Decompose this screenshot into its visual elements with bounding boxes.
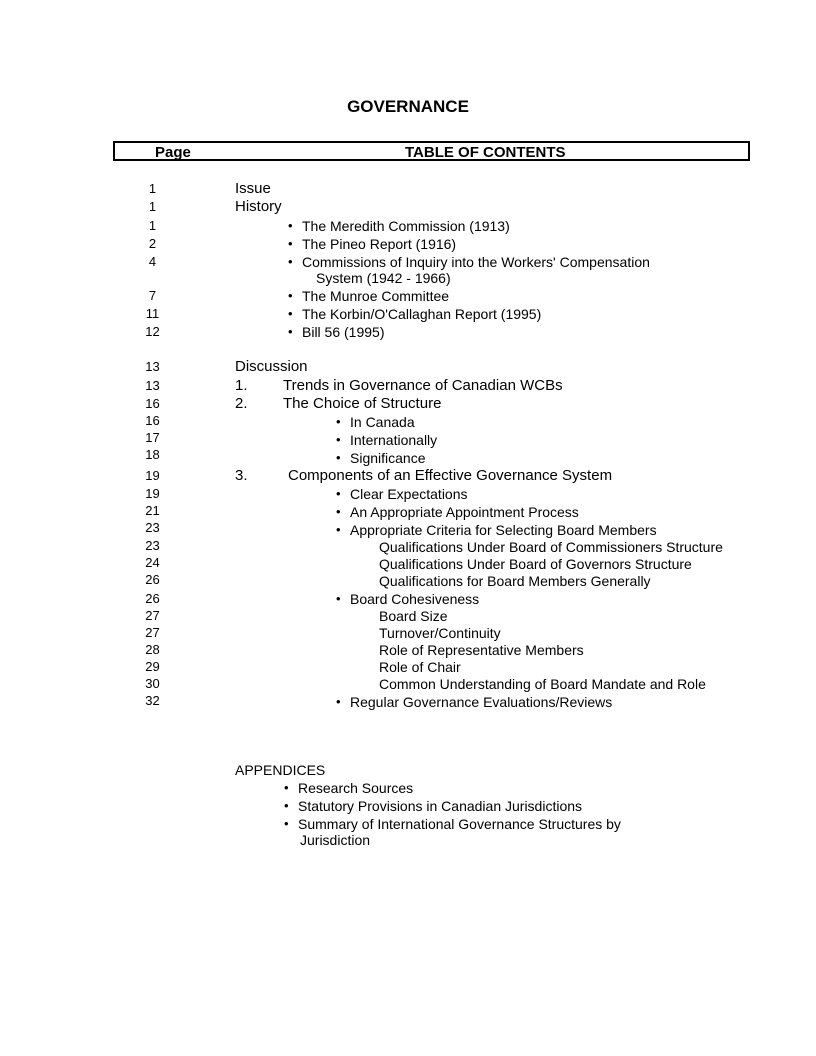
bullet-icon: • (288, 288, 293, 303)
appendices-heading: APPENDICES (235, 762, 326, 778)
page-number: 30 (145, 676, 160, 691)
page-number: 28 (145, 642, 160, 657)
toc-subentry: Significance (350, 450, 426, 466)
bullet-icon: • (336, 432, 341, 447)
page-number: 17 (145, 430, 160, 445)
toc-subentry: Clear Expectations (350, 486, 468, 502)
toc-entry-number: 2. (235, 395, 248, 412)
bullet-icon: • (336, 522, 341, 537)
bullet-icon: • (336, 591, 341, 606)
toc-subsubentry: Qualifications Under Board of Commissioners Structure (379, 539, 723, 555)
toc-subsubentry: Qualifications for Board Members Generally (379, 573, 651, 589)
toc-column-header: TABLE OF CONTENTS (405, 144, 566, 161)
page-number: 11 (145, 306, 160, 321)
toc-subentry: The Korbin/O'Callaghan Report (1995) (302, 306, 542, 322)
page-column-header: Page (155, 144, 191, 161)
page-number: 19 (145, 486, 160, 501)
page-number: 7 (148, 288, 157, 303)
toc-subsubentry: Turnover/Continuity (379, 625, 501, 641)
page-number: 16 (145, 396, 160, 411)
toc-entry: Trends in Governance of Canadian WCBs (283, 377, 563, 394)
toc-subentry: Board Cohesiveness (350, 591, 480, 607)
page-title: GOVERNANCE (347, 97, 469, 116)
page-number: 1 (148, 199, 157, 214)
page-number: 27 (145, 625, 160, 640)
toc-subentry: An Appropriate Appointment Process (350, 504, 579, 520)
toc-subentry: Appropriate Criteria for Selecting Board Members (350, 522, 657, 538)
toc-entry-number: 3. (235, 467, 248, 484)
page-number: 2 (148, 236, 157, 251)
appendix-item: Statutory Provisions in Canadian Jurisdictions (298, 798, 583, 814)
page-number: 1 (148, 218, 157, 233)
toc-header (113, 141, 750, 161)
bullet-icon: • (288, 236, 293, 251)
bullet-icon: • (288, 218, 293, 233)
toc-subentry: Internationally (350, 432, 438, 448)
toc-subsubentry: Common Understanding of Board Mandate and Role (379, 676, 706, 692)
bullet-icon: • (284, 798, 289, 813)
toc-subentry: In Canada (350, 414, 415, 430)
page-number: 23 (145, 538, 160, 553)
bullet-icon: • (288, 254, 293, 269)
page-number: 1 (148, 181, 157, 196)
page-number: 32 (145, 693, 160, 708)
toc-entry-history: History (235, 198, 282, 215)
bullet-icon: • (288, 324, 293, 339)
toc-entry-issue: Issue (235, 180, 271, 197)
bullet-icon: • (336, 504, 341, 519)
bullet-icon: • (284, 780, 289, 795)
page-number: 21 (145, 503, 160, 518)
toc-subentry: The Pineo Report (1916) (302, 236, 457, 252)
toc-subentry: Bill 56 (1995) (302, 324, 385, 340)
toc-subentry-continuation: System (1942 - 1966) (316, 270, 451, 286)
toc-subentry: Regular Governance Evaluations/Reviews (350, 694, 613, 710)
toc-subentry: The Meredith Commission (1913) (302, 218, 510, 234)
page-number: 24 (145, 555, 160, 570)
appendix-item: Summary of International Governance Structures by (298, 816, 621, 832)
page-number: 26 (145, 572, 160, 587)
toc-subentry: The Munroe Committee (302, 288, 450, 304)
page-number: 18 (145, 447, 160, 462)
bullet-icon: • (336, 414, 341, 429)
toc-subsubentry: Role of Chair (379, 659, 461, 675)
toc-entry-number: 1. (235, 377, 248, 394)
page-number: 27 (145, 608, 160, 623)
bullet-icon: • (288, 306, 293, 321)
page-number: 23 (145, 520, 160, 535)
page-number: 29 (145, 659, 160, 674)
appendix-item: Research Sources (298, 780, 414, 796)
toc-subsubentry: Board Size (379, 608, 448, 624)
toc-subsubentry: Qualifications Under Board of Governors Structure (379, 556, 692, 572)
page-number: 16 (145, 413, 160, 428)
page-number: 26 (145, 591, 160, 606)
page-number: 12 (145, 324, 160, 339)
page-number: 4 (148, 254, 157, 269)
bullet-icon: • (336, 486, 341, 501)
bullet-icon: • (336, 450, 341, 465)
toc-subsubentry: Role of Representative Members (379, 642, 584, 658)
bullet-icon: • (284, 816, 289, 831)
appendix-item-continuation: Jurisdiction (300, 832, 371, 848)
page-number: 13 (145, 359, 160, 374)
toc-entry: The Choice of Structure (283, 395, 442, 412)
page-number: 19 (145, 468, 160, 483)
toc-entry: Components of an Effective Governance System (288, 467, 613, 484)
page-number: 13 (145, 378, 160, 393)
toc-subentry: Commissions of Inquiry into the Workers' Compensation (302, 254, 650, 270)
bullet-icon: • (336, 694, 341, 709)
toc-entry-discussion: Discussion (235, 358, 308, 375)
